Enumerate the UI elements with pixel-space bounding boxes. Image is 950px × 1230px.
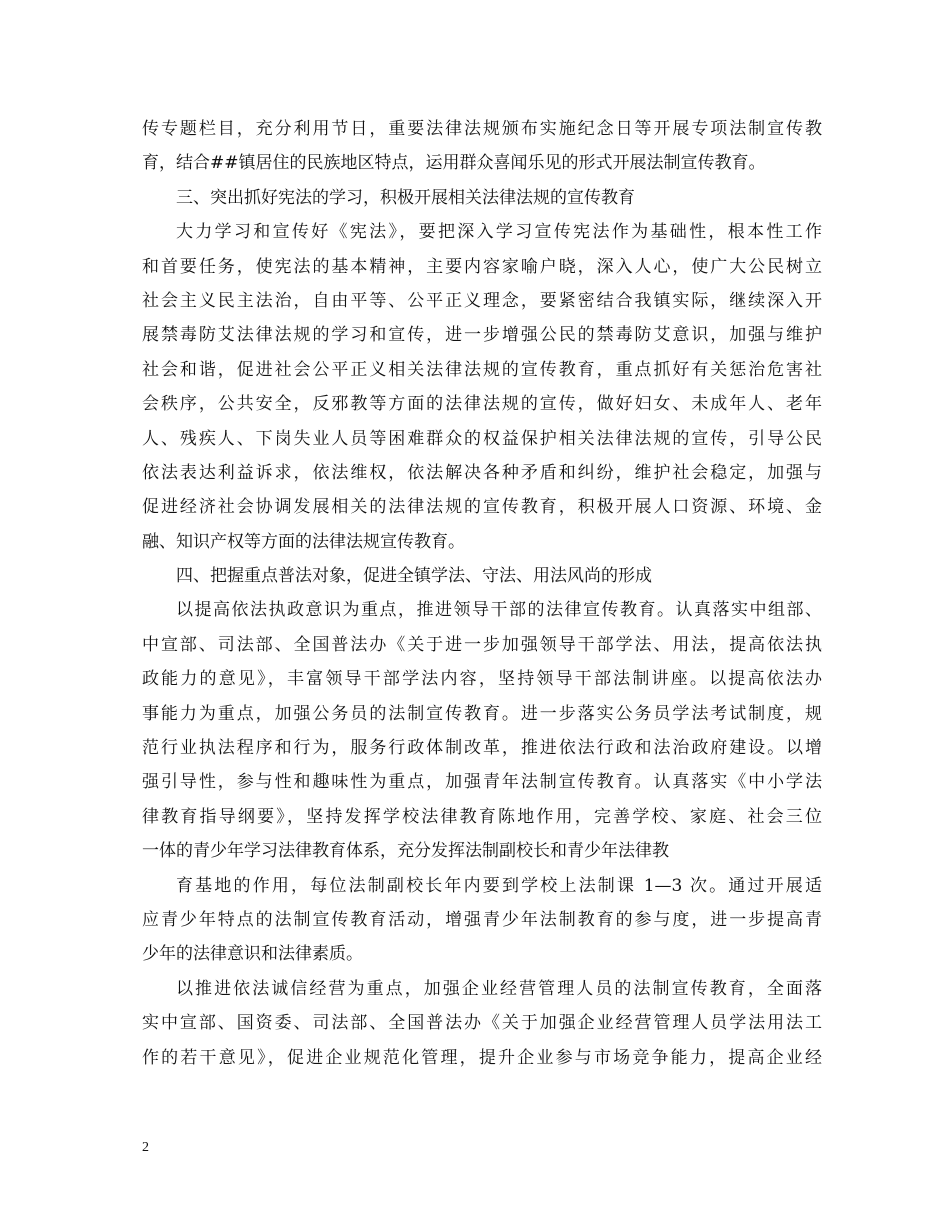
text-line: 应青少年特点的法制宣传教育活动，增强青少年法制教育的参与度，进一步提高青 <box>142 909 822 930</box>
body-text <box>142 112 822 1075</box>
text-line: 作的若干意见》，促进企业规范化管理，提升企业参与市场竞争能力，提高企业经 <box>142 1047 822 1068</box>
text-line: 社会主义民主法治，自由平等、公平正义理念，要紧密结合我镇实际，继续深入开 <box>142 290 822 311</box>
text-line: 三、突出抓好宪法的学习，积极开展相关法律法规的宣传教育 <box>176 187 635 208</box>
text-line: 依法表达利益诉求，依法维权，依法解决各种矛盾和纠纷，维护社会稳定，加强与 <box>142 462 822 483</box>
text-line: 和首要任务，使宪法的基本精神，主要内容家喻户晓，深入人心，使广大公民树立 <box>142 256 822 277</box>
text-line: 社会和谐，促进社会公平正义相关法律法规的宣传教育，重点抓好有关惩治危害社 <box>142 359 822 380</box>
text-line: 会秩序，公共安全，反邪教等方面的法律法规的宣传，做好妇女、未成年人、老年 <box>142 394 822 415</box>
text-line: 人、残疾人、下岗失业人员等困难群众的权益保护相关法律法规的宣传，引导公民 <box>142 428 822 449</box>
text-line: 中宣部、司法部、全国普法办《关于进一步加强领导干部学法、用法，提高依法执 <box>142 634 822 655</box>
text-line: 四、把握重点普法对象，促进全镇学法、守法、用法风尚的形成 <box>176 566 652 587</box>
text-line: 大力学习和宣传好《宪法》，要把深入学习宣传宪法作为基础性，根本性工作 <box>176 222 822 243</box>
text-line: 强引导性，参与性和趣味性为重点，加强青年法制宣传教育。认真落实《中小学法 <box>142 772 822 793</box>
text-line: 少年的法律意识和法律素质。 <box>142 944 363 965</box>
text-line: 范行业执法程序和行为，服务行政体制改革，推进依法行政和法治政府建设。以增 <box>142 738 822 759</box>
text-line: 律教育指导纲要》，坚持发挥学校法律教育陈地作用，完善学校、家庭、社会三位 <box>142 806 822 827</box>
text-line: 育基地的作用，每位法制副校长年内要到学校上法制课 1—3 次。通过开展适 <box>176 875 822 896</box>
text-line: 事能力为重点，加强公务员的法制宣传教育。进一步落实公务员学法考试制度，规 <box>142 703 822 724</box>
text-line: 育，结合##镇居住的民族地区特点，运用群众喜闻乐见的形式开展法制宣传教育。 <box>142 153 766 174</box>
page-number: 2 <box>142 1140 149 1155</box>
text-line: 实中宣部、国资委、司法部、全国普法办《关于加强企业经营管理人员学法用法工 <box>142 1013 822 1034</box>
text-line: 政能力的意见》，丰富领导干部学法内容，坚持领导干部法制讲座。以提高依法办 <box>142 669 822 690</box>
text-line: 融、知识产权等方面的法律法规宣传教育。 <box>142 531 465 552</box>
text-line: 一体的青少年学习法律教育体系，充分发挥法制副校长和青少年法律教 <box>142 841 669 862</box>
text-line: 以推进依法诚信经营为重点，加强企业经营管理人员的法制宣传教育，全面落 <box>176 978 822 999</box>
text-line: 传专题栏目，充分利用节日，重要法律法规颁布实施纪念日等开展专项法制宣传教 <box>142 119 822 139</box>
text-line: 促进经济社会协调发展相关的法律法规的宣传教育，积极开展人口资源、环境、金 <box>142 497 822 518</box>
text-line: 展禁毒防艾法律法规的学习和宣传，进一步增强公民的禁毒防艾意识，加强与维护 <box>142 325 822 346</box>
text-line: 以提高依法执政意识为重点，推进领导干部的法律宣传教育。认真落实中组部、 <box>176 600 822 621</box>
